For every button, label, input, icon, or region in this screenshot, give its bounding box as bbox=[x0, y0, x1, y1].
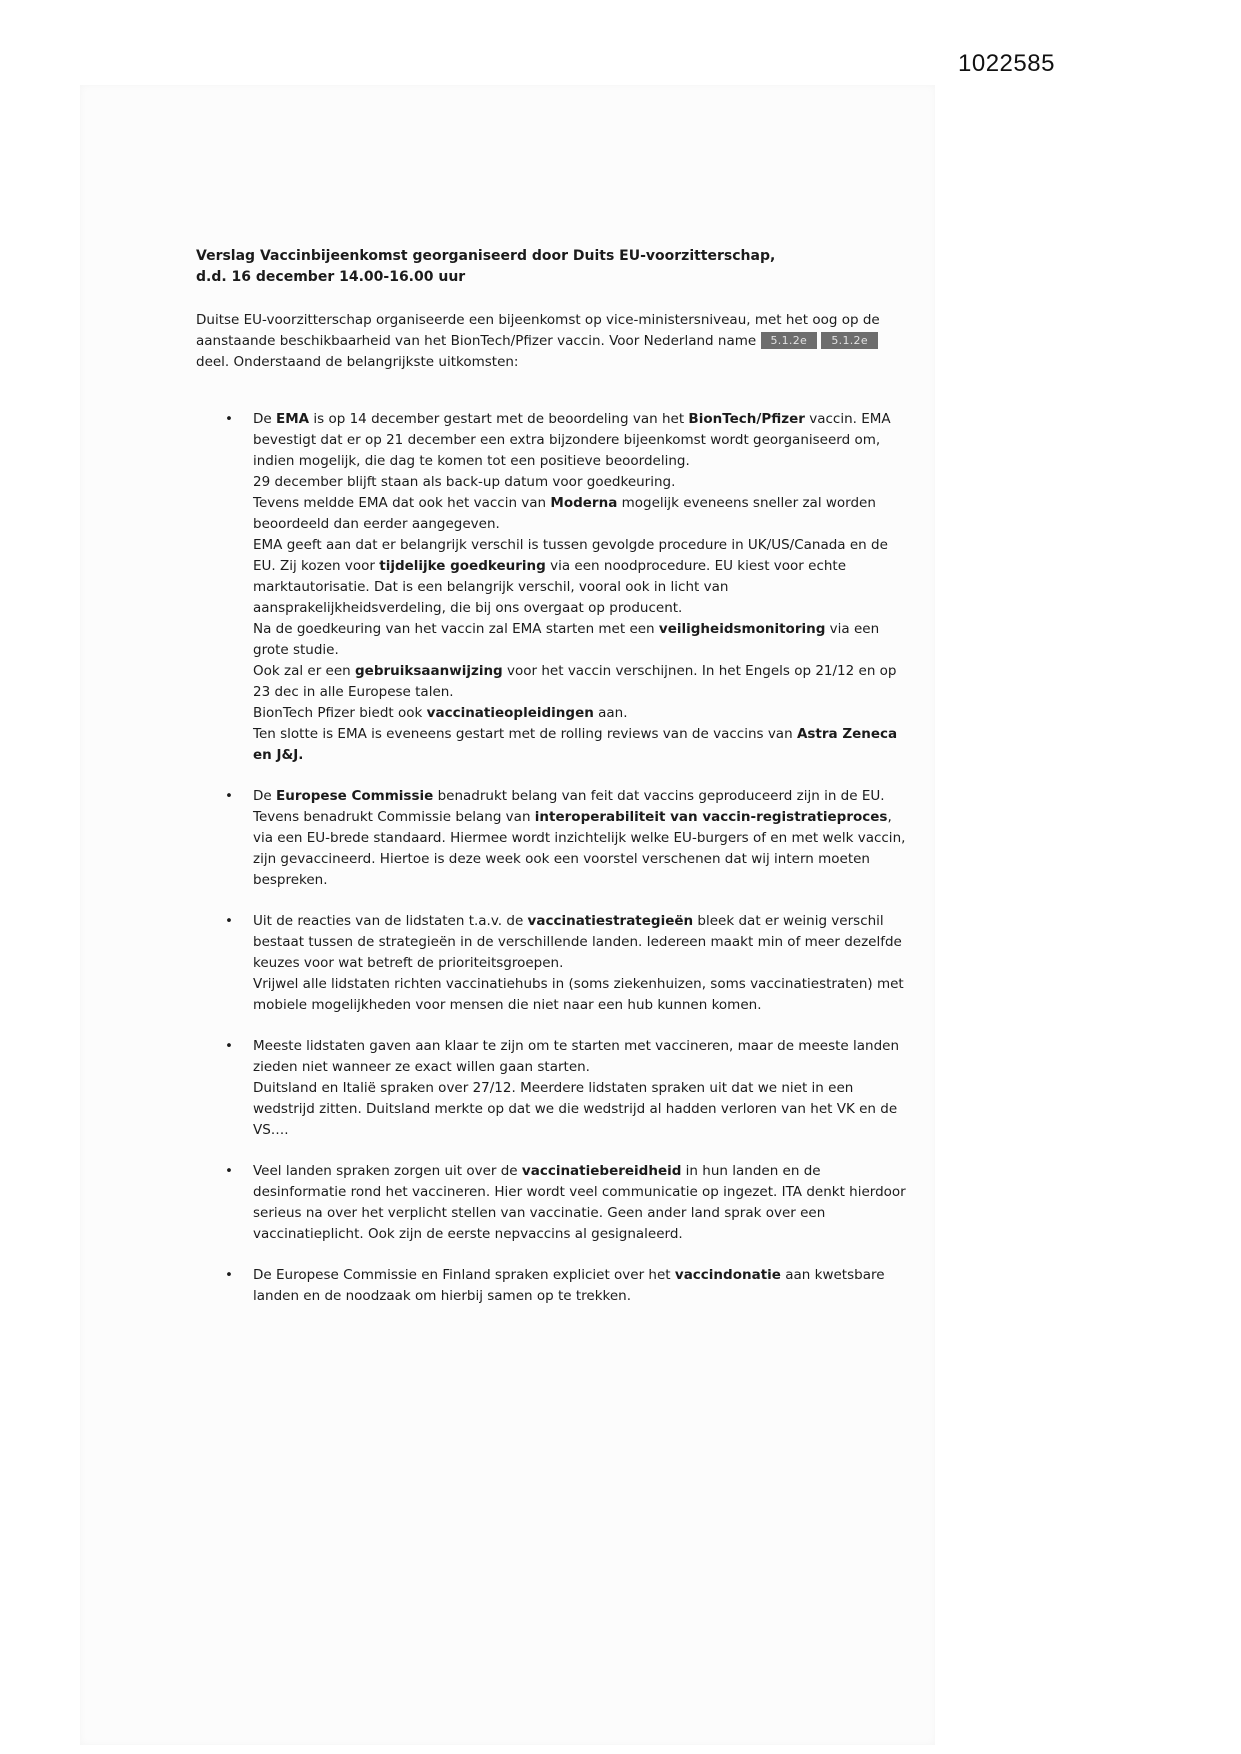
bullet-marker: • bbox=[225, 1163, 233, 1179]
bullet-text: De EMA is op 14 december gestart met de beoordeling van het BionTech/Pfizer vaccin. EMA bevestigt dat er op 21 december een extra bijzondere bijeenkomst wordt georganiseerd om, indien mogelijk, die dag te komen tot een positieve beoordeling. 29 december blijft staan als back-up datum voor goedkeuring. Tevens meldde EMA dat ook het vaccin van Moderna mogelijk eveneens sneller zal worden beoordeeld dan eerder aangegeven. EMA geeft aan dat er belangrijk verschil is tussen gevolgde procedure in UK/US/Canada en de EU. Zij kozen voor tijdelijke goedkeuring via een noodprocedure. EU kiest voor echte marktautorisatie. Dat is een belangrijk verschil, vooral ook in licht van aansprakelijkheidsverdeling, die bij ons overgaat op producent. Na de goedkeuring van het vaccin zal EMA starten met een veiligheidsmonitoring via een grote studie. Ook zal er een gebruiksaanwijzing voor het vaccin verschijnen. In het Engels op 21/12 en op 23 dec in alle Europese talen. BionTech Pfizer biedt ook vaccinatieopleidingen aan. Ten slotte is EMA is eveneens gestart met de rolling reviews van de vaccins van Astra Zeneca en J&J. bbox=[253, 411, 898, 763]
bullet-text: Meeste lidstaten gaven aan klaar te zijn om te starten met vaccineren, maar de meeste landen zieden niet wanneer ze exact willen gaan starten. Duitsland en Italië spraken over 27/12. Meerdere lidstaten spraken uit dat we niet in een wedstrijd zitten. Duitsland merkte op dat we die wedstrijd al hadden verloren van het VK en de VS…. bbox=[253, 1038, 900, 1138]
bullet-marker: • bbox=[225, 913, 233, 929]
bullet-item bbox=[196, 911, 912, 1016]
bullet-text: De Europese Commissie benadrukt belang van feit dat vaccins geproduceerd zijn in de EU. Tevens benadrukt Commissie belang van interoperabiliteit van vaccin-registratieproces, via een EU-brede standaard. Hiermee wordt inzichtelijk welke EU-burgers of en met welk vaccin, zijn gevaccineerd. Hiertoe is deze week ook een voorstel verschenen dat wij intern moeten bespreken. bbox=[253, 788, 906, 888]
intro-paragraph: Duitse EU-voorzitterschap organiseerde een bijeenkomst op vice-ministersniveau, met het oog op de aanstaande beschikbaarheid van het BionTech/Pfizer vaccin. Voor Nederland name 5.1.2e 5.1.2e deel. Onderstaand de belangrijkste uitkomsten: bbox=[196, 312, 880, 370]
bullet-marker: • bbox=[225, 788, 233, 804]
bullet-item bbox=[196, 1036, 912, 1141]
title-line-2: d.d. 16 december 14.00-16.00 uur bbox=[196, 269, 466, 285]
title-line-1: Verslag Vaccinbijeenkomst georganiseerd door Duits EU-voorzitterschap, bbox=[196, 248, 776, 264]
page-number: 1022585 bbox=[958, 50, 1055, 77]
bullet-marker: • bbox=[225, 1267, 233, 1283]
bullet-text: Uit de reacties van de lidstaten t.a.v. de vaccinatiestrategieën bleek dat er weinig verschil bestaat tussen de strategieën in de verschillende landen. Iedereen maakt min of meer dezelfde keuzes voor wat betreft de prioriteitsgroepen. Vrijwel alle lidstaten richten vaccinatiehubs in (soms ziekenhuizen, soms vaccinatiestraten) met mobiele mogelijkheden voor mensen die niet naar een hub kunnen komen. bbox=[253, 913, 904, 1013]
bullet-item bbox=[196, 1161, 912, 1245]
bullet-marker: • bbox=[225, 1038, 233, 1054]
bullet-list bbox=[196, 409, 912, 1307]
bullet-item bbox=[196, 786, 912, 891]
redaction-box: 5.1.2e bbox=[761, 332, 818, 349]
document-body bbox=[196, 246, 912, 1327]
document-title bbox=[196, 246, 912, 288]
bullet-marker: • bbox=[225, 411, 233, 427]
bullet-text: Veel landen spraken zorgen uit over de vaccinatiebereidheid in hun landen en de desinformatie rond het vaccineren. Hier wordt veel communicatie op ingezet. ITA denkt hierdoor serieus na over het verplicht stellen van vaccinatie. Geen ander land sprak over een vaccinatieplicht. Ook zijn de eerste nepvaccins al gesignaleerd. bbox=[253, 1163, 906, 1242]
bullet-item bbox=[196, 409, 912, 766]
bullet-text: De Europese Commissie en Finland spraken expliciet over het vaccindonatie aan kwetsbare landen en de noodzaak om hierbij samen op te trekken. bbox=[253, 1267, 885, 1304]
redaction-box: 5.1.2e bbox=[821, 332, 878, 349]
bullet-item bbox=[196, 1265, 912, 1307]
